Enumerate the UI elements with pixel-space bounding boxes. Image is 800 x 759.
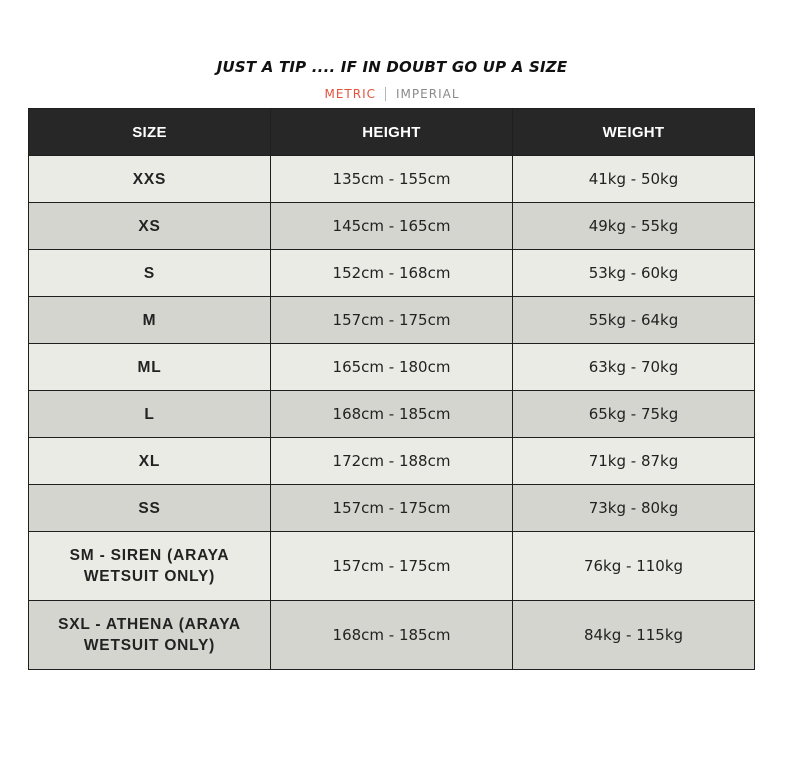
weight-cell: 55kg - 64kg [513, 297, 755, 344]
table-row [29, 344, 755, 391]
size-cell: ML [29, 344, 271, 391]
weight-cell: 84kg - 115kg [513, 601, 755, 670]
weight-cell: 53kg - 60kg [513, 250, 755, 297]
size-cell: XL [29, 438, 271, 485]
unit-divider [385, 87, 386, 101]
height-cell: 135cm - 155cm [271, 156, 513, 203]
height-cell: 157cm - 175cm [271, 532, 513, 601]
size-chart-table [28, 108, 755, 670]
table-row [29, 391, 755, 438]
weight-cell: 73kg - 80kg [513, 485, 755, 532]
size-cell: L [29, 391, 271, 438]
weight-cell: 65kg - 75kg [513, 391, 755, 438]
height-cell: 168cm - 185cm [271, 601, 513, 670]
unit-toggle [0, 85, 784, 102]
table-header-row [29, 109, 755, 156]
height-cell: 157cm - 175cm [271, 485, 513, 532]
size-cell: SXL - ATHENA (ARAYA WETSUIT ONLY) [29, 601, 271, 670]
weight-cell: 63kg - 70kg [513, 344, 755, 391]
size-tip-heading: JUST A TIP .... IF IN DOUBT GO UP A SIZE [216, 58, 568, 76]
table-row [29, 485, 755, 532]
table-row [29, 203, 755, 250]
table-row [29, 532, 755, 601]
table-row [29, 601, 755, 670]
height-cell: 165cm - 180cm [271, 344, 513, 391]
table-row [29, 438, 755, 485]
weight-cell: 41kg - 50kg [513, 156, 755, 203]
height-cell: 145cm - 165cm [271, 203, 513, 250]
height-cell: 168cm - 185cm [271, 391, 513, 438]
table-row [29, 156, 755, 203]
weight-cell: 49kg - 55kg [513, 203, 755, 250]
size-cell: XXS [29, 156, 271, 203]
size-cell: S [29, 250, 271, 297]
size-cell: XS [29, 203, 271, 250]
height-cell: 157cm - 175cm [271, 297, 513, 344]
header-height: HEIGHT [271, 109, 513, 156]
size-cell: SM - SIREN (ARAYA WETSUIT ONLY) [29, 532, 271, 601]
height-cell: 152cm - 168cm [271, 250, 513, 297]
header-weight: WEIGHT [513, 109, 755, 156]
table-row [29, 297, 755, 344]
size-cell: SS [29, 485, 271, 532]
metric-tab[interactable]: METRIC [324, 86, 377, 101]
table-row [29, 250, 755, 297]
height-cell: 172cm - 188cm [271, 438, 513, 485]
weight-cell: 76kg - 110kg [513, 532, 755, 601]
size-cell: M [29, 297, 271, 344]
weight-cell: 71kg - 87kg [513, 438, 755, 485]
header-size: SIZE [29, 109, 271, 156]
imperial-tab[interactable]: IMPERIAL [396, 86, 460, 101]
